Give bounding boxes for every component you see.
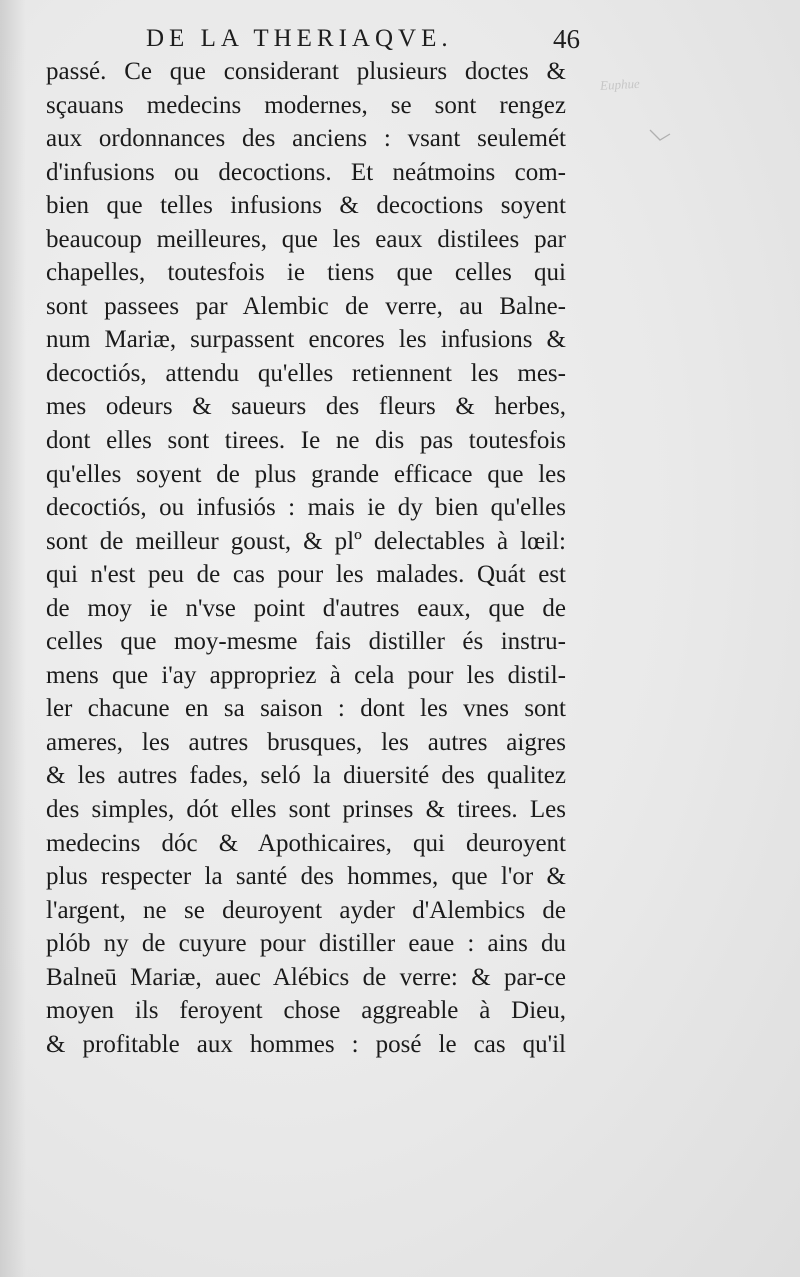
text-line: Balneū Mariæ, auec Alébics de verre: & par-ce <box>46 963 566 991</box>
text-line: sont passees par Alembic de verre, au Balne- <box>46 292 566 320</box>
text-line: sont de meilleur goust, & plº delectables à lœil: <box>46 527 566 555</box>
text-line: & les autres fades, seló la diuersité des qualitez <box>46 762 566 790</box>
text-line: plus respecter la santé des hommes, que l'or & <box>46 863 566 891</box>
text-line: qu'elles soyent de plus grande efficace que les <box>46 460 566 488</box>
margin-mark-icon <box>648 128 672 152</box>
text-line: de moy ie n'vse point d'autres eaux, que de <box>46 594 566 622</box>
text-line: celles que moy-mesme fais distiller és instru- <box>46 628 566 656</box>
text-line: mens que i'ay appropriez à cela pour les distil- <box>46 661 566 689</box>
text-line: passé. Ce que considerant plusieurs doctes & <box>46 58 566 85</box>
text-line: & profitable aux hommes : posé le cas qu'il <box>46 1030 566 1058</box>
text-line: qui n'est peu de cas pour les malades. Quát est <box>46 561 566 589</box>
page-number: 46 <box>553 24 580 54</box>
running-head: DE LA THERIAQVE. <box>146 25 453 52</box>
text-line: dont elles sont tirees. Ie ne dis pas toutesfois <box>46 427 566 455</box>
text-line: num Mariæ, surpassent encores les infusions & <box>46 326 566 354</box>
text-line: moyen ils feroyent chose aggreable à Dieu, <box>46 997 566 1025</box>
page-header <box>140 22 580 56</box>
text-line: beaucoup meilleures, que les eaux distilees par <box>46 225 566 253</box>
faint-margin-note: Euphue <box>599 75 641 93</box>
text-line: ameres, les autres brusques, les autres aigres <box>46 728 566 756</box>
text-line: ler chacune en sa saison : dont les vnes sont <box>46 695 566 723</box>
text-line: l'argent, ne se deuroyent ayder d'Alembics de <box>46 896 566 924</box>
text-line: mes odeurs & saueurs des fleurs & herbes, <box>46 393 566 421</box>
gutter-shadow <box>0 0 26 1277</box>
text-line: d'infusions ou decoctions. Et neátmoins com- <box>46 158 566 186</box>
text-line: medecins dóc & Apothicaires, qui deuroyent <box>46 829 566 857</box>
body-text <box>46 55 566 1061</box>
text-line: chapelles, toutesfois ie tiens que celles qui <box>46 259 566 287</box>
text-line: sçauans medecins modernes, se sont rengez <box>46 91 566 119</box>
text-line: aux ordonnances des anciens : vsant seulemét <box>46 125 566 153</box>
text-line: decoctiós, attendu qu'elles retiennent les mes- <box>46 359 566 387</box>
text-line: decoctiós, ou infusiós : mais ie dy bien qu'elles <box>46 494 566 522</box>
text-line: des simples, dót elles sont prinses & tirees. Les <box>46 796 566 824</box>
text-line: bien que telles infusions & decoctions soyent <box>46 192 566 220</box>
text-line: plób ny de cuyure pour distiller eaue : ains du <box>46 930 566 958</box>
